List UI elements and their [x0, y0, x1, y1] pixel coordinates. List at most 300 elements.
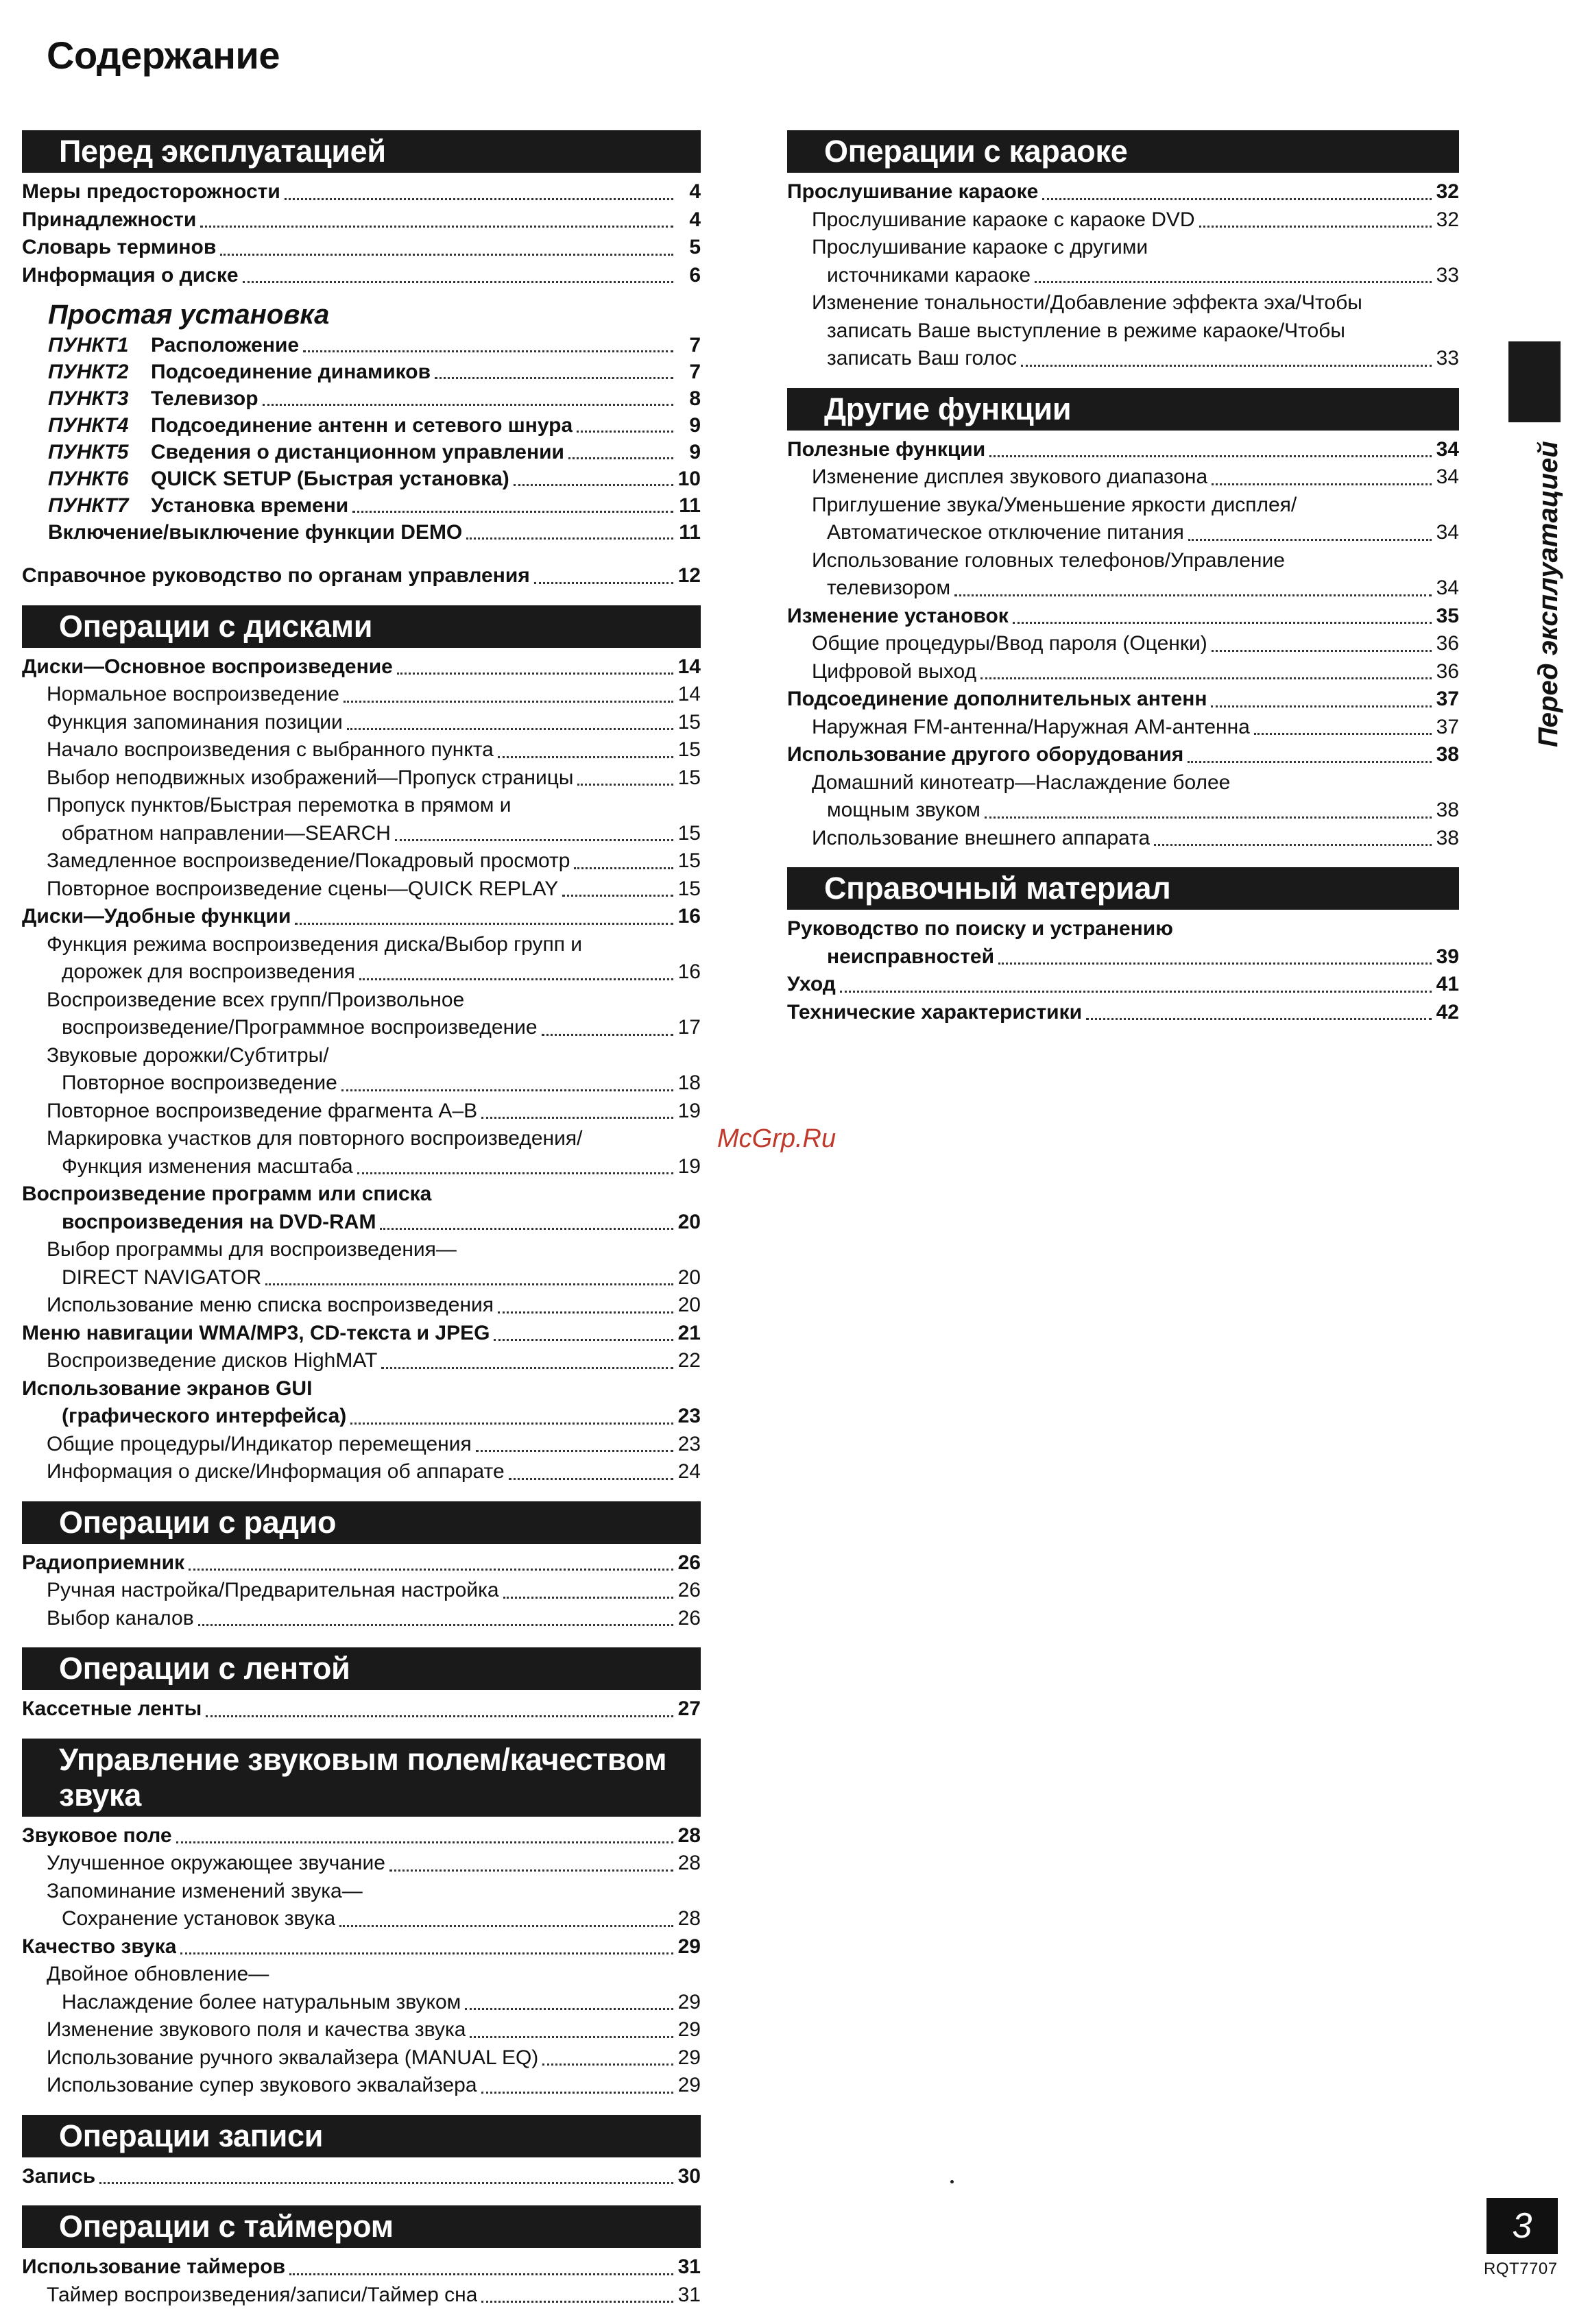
dot-leader — [954, 594, 1432, 596]
toc-entry-text: Справочное руководство по органам управления — [22, 564, 530, 587]
toc-entry-text: Улучшенное окружающее звучание — [47, 1852, 385, 1874]
section-radio-ops — [22, 1501, 701, 1633]
toc-entry[interactable] — [787, 178, 1459, 206]
toc-subentry[interactable] — [22, 1850, 701, 1878]
toc-entry[interactable] — [787, 686, 1459, 714]
toc-entry-text: Наслаждение более натуральным звуком — [62, 1990, 461, 2013]
toc-subentry[interactable] — [787, 574, 1459, 603]
toc-entry-page: 32 — [1436, 208, 1459, 231]
dot-leader — [176, 1841, 673, 1843]
toc-entry-text: Кассетные ленты — [22, 1697, 202, 1720]
toc-entry-text: Ручная настройка/Предварительная настройка — [47, 1579, 499, 1601]
step-text: Подсоединение антенн и сетевого шнура — [151, 414, 573, 437]
toc-entry[interactable] — [22, 1209, 701, 1237]
toc-entry-text: Прослушивание караоке с караоке DVD — [812, 208, 1195, 231]
dot-leader — [1199, 226, 1432, 228]
toc-entry[interactable] — [22, 206, 701, 234]
toc-entry-page: 29 — [677, 2074, 701, 2096]
dot-leader — [494, 1339, 673, 1341]
step-id: ПУНКТ4 — [48, 414, 129, 437]
toc-entry-text: Выбор каналов — [47, 1606, 194, 1630]
toc-entry-page: 12 — [677, 564, 701, 587]
section-disc-ops — [22, 605, 701, 1486]
toc-entry-text: Начало воспроизведения с выбранного пункта — [47, 738, 494, 761]
toc-entry-page: 29 — [677, 1935, 701, 1958]
setup-step[interactable] — [22, 332, 701, 359]
section-tape-ops — [22, 1647, 701, 1723]
toc-entry-page: 19 — [677, 1099, 701, 1122]
section-header: Справочный материал — [787, 867, 1459, 910]
dot-leader — [998, 963, 1432, 965]
dot-leader — [1212, 483, 1432, 485]
toc-entry[interactable] — [22, 2253, 701, 2281]
setup-step[interactable] — [22, 412, 701, 439]
toc-subentry[interactable] — [22, 1458, 701, 1486]
demo-page: 11 — [679, 521, 701, 544]
dot-leader — [481, 2301, 673, 2303]
dot-leader — [1254, 733, 1432, 735]
dot-leader — [303, 350, 673, 352]
toc-entry-text: Воспроизведение дисков HighMAT — [47, 1349, 378, 1372]
toc-entry-text: Автоматическое отключение питания — [827, 521, 1184, 544]
toc-entry-text: Общие процедуры/Индикатор перемещения — [47, 1432, 472, 1455]
toc-subentry[interactable] — [787, 825, 1459, 853]
toc-left-column — [22, 130, 701, 2324]
toc-entry-text: Словарь терминов — [22, 236, 217, 258]
dot-leader — [481, 2092, 673, 2094]
toc-entry-page: 15 — [677, 710, 701, 734]
section-before-use — [22, 130, 701, 590]
toc-entry[interactable] — [22, 178, 701, 206]
setup-step[interactable] — [22, 359, 701, 385]
toc-entry-page: 26 — [677, 1551, 701, 1574]
dot-leader — [568, 457, 673, 459]
dot-leader — [574, 867, 673, 869]
demo-entry[interactable] — [22, 519, 701, 546]
page-number: 3 — [1486, 2198, 1558, 2254]
dot-leader — [198, 1624, 673, 1626]
toc-subentry-line: записать Ваше выступление в режиме караоке/Чтобы — [827, 319, 1345, 342]
dot-leader — [1013, 622, 1432, 624]
dot-leader — [1042, 198, 1432, 200]
toc-entry-text: Функция изменения масштаба — [62, 1154, 353, 1178]
step-id: ПУНКТ1 — [48, 334, 129, 356]
dot-leader — [985, 816, 1432, 819]
setup-step[interactable] — [22, 385, 701, 412]
print-speck — [950, 2180, 954, 2183]
dot-leader — [263, 404, 673, 406]
toc-subentry[interactable] — [787, 658, 1459, 686]
dot-leader — [481, 1117, 673, 1119]
toc-entry-page: 29 — [677, 2046, 701, 2069]
dot-leader — [289, 2273, 673, 2275]
toc-entry[interactable] — [22, 1695, 701, 1723]
dot-leader — [1021, 365, 1432, 367]
toc-entry-text: дорожек для воспроизведения — [62, 960, 355, 983]
toc-subentry[interactable] — [787, 630, 1459, 658]
toc-entry-page: 15 — [677, 877, 701, 900]
toc-entry[interactable] — [22, 1933, 701, 1961]
toc-entry-page: 28 — [677, 1907, 701, 1930]
toc-subentry[interactable] — [22, 2281, 701, 2310]
toc-subentry-line: Пропуск пунктов/Быстрая перемотка в прямом и — [47, 794, 511, 816]
toc-entry-text: источниками караоке — [827, 263, 1031, 287]
toc-entry-text: телевизором — [827, 577, 951, 599]
toc-entry-text: Качество звука — [22, 1935, 177, 1958]
toc-subentry[interactable] — [22, 2044, 701, 2072]
toc-entry-text: Функция запоминания позиции — [47, 710, 343, 734]
toc-subentry[interactable] — [22, 2072, 701, 2100]
toc-entry-text: Использование супер звукового эквалайзера — [47, 2074, 477, 2096]
toc-entry[interactable] — [787, 741, 1459, 769]
toc-entry-text: Использование таймеров — [22, 2255, 286, 2278]
step-id: ПУНКТ7 — [48, 494, 129, 517]
section-header: Операции с лентой — [22, 1647, 701, 1690]
dot-leader — [534, 582, 673, 584]
step-text: Подсоединение динамиков — [151, 361, 431, 383]
toc-subentry[interactable] — [22, 1264, 701, 1292]
toc-entry-page: 30 — [677, 2164, 701, 2188]
toc-entry-text: Прослушивание караоке — [787, 180, 1039, 203]
toc-entry-page: 22 — [677, 1349, 701, 1372]
dot-leader — [220, 254, 673, 256]
toc-entry-text: Изменение дисплея звукового диапазона — [812, 465, 1208, 488]
section-header-line: звука — [59, 1777, 141, 1813]
toc-entry-text: Использование другого оборудования — [787, 743, 1184, 766]
section-header — [22, 1739, 701, 1817]
toc-subentry[interactable] — [787, 345, 1459, 373]
toc-entry-text: Таймер воспроизведения/записи/Таймер сна — [47, 2283, 478, 2306]
toc-entry-page: 33 — [1436, 347, 1459, 370]
toc-entry-line: Руководство по поиску и устранению — [787, 917, 1173, 940]
toc-entry-page: 23 — [677, 1405, 701, 1427]
toc-subentry[interactable] — [787, 797, 1459, 825]
toc-entry[interactable] — [787, 603, 1459, 631]
step-text: Телевизор — [151, 387, 258, 410]
toc-entry[interactable] — [22, 653, 701, 681]
toc-subentry[interactable] — [22, 764, 701, 792]
toc-entry[interactable] — [22, 262, 701, 290]
toc-subentry[interactable] — [22, 820, 701, 848]
toc-subentry-line: Запоминание изменений звука— — [47, 1879, 363, 1902]
toc-subentry[interactable] — [22, 1098, 701, 1126]
section-header-line: Управление звуковым полем/качеством — [59, 1741, 667, 1777]
dot-leader — [503, 1597, 673, 1599]
toc-entry-page: 34 — [1436, 577, 1459, 599]
toc-entry-page: 26 — [677, 1579, 701, 1601]
toc-subentry[interactable] — [22, 958, 701, 987]
toc-entry-text: Сохранение установок звука — [62, 1907, 336, 1930]
dot-leader — [509, 1478, 673, 1480]
toc-entry-page: 38 — [1436, 799, 1459, 821]
toc-entry-page: 4 — [689, 208, 701, 231]
toc-entry-text: Технические характеристики — [787, 1000, 1083, 1024]
toc-subentry[interactable] — [787, 206, 1459, 234]
toc-entry-page: 15 — [677, 766, 701, 789]
toc-entry-text: Использование внешнего аппарата — [812, 826, 1151, 849]
dot-leader — [562, 895, 673, 897]
section-header: Операции записи — [22, 2115, 701, 2157]
dot-leader — [352, 511, 673, 513]
section-header: Перед эксплуатацией — [22, 130, 701, 173]
toc-entry-page: 31 — [677, 2283, 701, 2306]
toc-entry-text: Звуковое поле — [22, 1824, 172, 1847]
toc-entry[interactable] — [22, 1320, 701, 1348]
toc-entry-page: 37 — [1436, 715, 1459, 738]
toc-entry-text: Уход — [787, 973, 836, 995]
toc-entry-page: 15 — [677, 738, 701, 761]
toc-entry-page: 37 — [1436, 688, 1459, 710]
toc-entry[interactable] — [22, 1822, 701, 1850]
dot-leader — [577, 784, 673, 786]
toc-entry-text: Изменение установок — [787, 604, 1009, 627]
toc-subentry-line: Изменение тональности/Добавление эффекта эха/Чтобы — [812, 291, 1362, 314]
section-header: Операции с дисками — [22, 605, 701, 648]
toc-entry-text: Меню навигации WMA/MP3, CD-текста и JPEG — [22, 1321, 490, 1344]
dot-leader — [395, 839, 673, 841]
toc-entry-text: Повторное воспроизведение фрагмента A–B — [47, 1099, 478, 1122]
toc-subentry-line: Приглушение звука/Уменьшение яркости дисплея/ — [812, 493, 1297, 516]
toc-entry-line: Воспроизведение программ или списка — [22, 1183, 432, 1205]
toc-entry-page: 20 — [677, 1294, 701, 1316]
toc-subentry[interactable] — [22, 2016, 701, 2044]
toc-subentry[interactable] — [787, 519, 1459, 547]
toc-entry-page: 18 — [677, 1072, 701, 1094]
dot-leader — [476, 1450, 673, 1452]
toc-entry-text: мощным звуком — [827, 799, 980, 821]
toc-subentry[interactable] — [22, 1989, 701, 2017]
toc-entry[interactable] — [787, 999, 1459, 1027]
step-text: Установка времени — [151, 494, 349, 517]
dot-leader — [542, 2063, 673, 2066]
toc-entry-page: 14 — [677, 683, 701, 705]
dot-leader — [840, 991, 1432, 993]
toc-entry-page: 28 — [677, 1852, 701, 1874]
toc-entry-page: 34 — [1436, 437, 1459, 461]
dot-leader — [1086, 1018, 1432, 1020]
toc-subentry[interactable] — [22, 1069, 701, 1098]
toc-entry[interactable] — [22, 903, 701, 931]
dot-leader — [180, 1952, 673, 1954]
dot-leader — [1212, 650, 1432, 652]
toc-entry-text: DIRECT NAVIGATOR — [62, 1266, 262, 1289]
toc-subentry-line: Звуковые дорожки/Субтитры/ — [47, 1043, 329, 1067]
toc-entry-page: 28 — [677, 1824, 701, 1847]
toc-entry[interactable] — [22, 234, 701, 262]
toc-entry-page: 14 — [677, 655, 701, 678]
toc-entry-text: Диски—Удобные функции — [22, 905, 291, 928]
toc-entry-page: 24 — [677, 1460, 701, 1483]
step-page: 9 — [689, 414, 701, 437]
section-reference-material — [787, 867, 1459, 1026]
toc-entry-page: 20 — [677, 1266, 701, 1289]
toc-entry-text: Диски—Основное воспроизведение — [22, 655, 393, 678]
simple-setup-heading: Простая установка — [48, 300, 330, 330]
step-page: 7 — [689, 361, 701, 383]
dot-leader — [514, 484, 673, 486]
toc-entry-text: Использование ручного эквалайзера (MANUAL EQ) — [47, 2046, 539, 2069]
toc-entry-page: 29 — [677, 1990, 701, 2013]
section-header: Операции с караоке — [787, 130, 1459, 173]
step-page: 8 — [689, 387, 701, 410]
toc-subentry[interactable] — [787, 262, 1459, 290]
dot-leader — [357, 1172, 673, 1174]
toc-entry-page: 15 — [677, 821, 701, 845]
toc-entry-page: 34 — [1436, 521, 1459, 544]
toc-entry-text: Общие процедуры/Ввод пароля (Оценки) — [812, 632, 1207, 655]
toc-entry[interactable] — [787, 971, 1459, 999]
section-timer-ops — [22, 2205, 701, 2309]
toc-entry-page: 4 — [689, 180, 701, 203]
dot-leader — [200, 226, 673, 228]
dot-leader — [435, 377, 673, 379]
setup-step[interactable] — [22, 439, 701, 465]
dot-leader — [466, 537, 673, 540]
side-label-text: Перед эксплуатацией — [1533, 441, 1563, 747]
dot-leader — [189, 1569, 673, 1571]
toc-entry-page: 42 — [1436, 1000, 1459, 1024]
dot-leader — [295, 923, 673, 925]
toc-entry[interactable] — [787, 943, 1459, 971]
dot-leader — [359, 978, 673, 980]
toc-entry[interactable] — [22, 562, 701, 590]
toc-entry-text: Нормальное воспроизведение — [47, 683, 339, 705]
dot-leader — [542, 1034, 673, 1036]
toc-entry-text: Замедленное воспроизведение/Покадровый просмотр — [47, 849, 570, 872]
toc-entry-page: 34 — [1436, 465, 1459, 488]
step-page: 11 — [679, 494, 701, 517]
toc-entry-page: 16 — [677, 960, 701, 983]
step-text: Расположение — [151, 334, 300, 356]
toc-entry-text: Использование меню списка воспроизведения — [47, 1294, 494, 1316]
toc-entry-page: 23 — [677, 1432, 701, 1455]
toc-entry-text: записать Ваш голос — [827, 347, 1018, 370]
toc-entry-text: Изменение звукового поля и качества звука — [47, 2018, 466, 2041]
toc-subentry-line: Выбор программы для воспроизведения— — [47, 1238, 457, 1261]
toc-entry-page: 38 — [1436, 743, 1459, 766]
dot-leader — [577, 431, 673, 433]
toc-entry-text: Наружная FM-антенна/Наружная AM-антенна — [812, 715, 1250, 738]
section-header: Операции с радио — [22, 1501, 701, 1544]
setup-step[interactable] — [22, 465, 701, 492]
section-sound-ops — [22, 1739, 701, 2100]
toc-entry-page: 20 — [677, 1210, 701, 1233]
section-header: Другие функции — [787, 388, 1459, 431]
toc-subentry-line: Прослушивание караоке с другими — [812, 236, 1148, 258]
toc-entry-page: 26 — [677, 1606, 701, 1630]
step-id: ПУНКТ6 — [48, 468, 129, 490]
dot-leader — [339, 1925, 673, 1927]
toc-subentry[interactable] — [787, 714, 1459, 742]
toc-entry-page: 32 — [1436, 180, 1459, 203]
dot-leader — [341, 1089, 673, 1091]
dot-leader — [1188, 539, 1432, 541]
toc-entry-page: 29 — [677, 2018, 701, 2041]
step-id: ПУНКТ3 — [48, 387, 129, 410]
toc-subentry-line: Двойное обновление— — [47, 1963, 269, 1985]
toc-entry[interactable] — [22, 1403, 701, 1431]
dot-leader — [470, 2036, 673, 2038]
toc-entry-page: 27 — [677, 1697, 701, 1720]
toc-entry-text: Радиоприемник — [22, 1551, 185, 1574]
toc-subentry[interactable] — [22, 709, 701, 737]
toc-entry-text: Повторное воспроизведение сцены—QUICK REPLAY — [47, 877, 559, 900]
dot-leader — [1188, 761, 1432, 763]
toc-subentry-line: Маркировка участков для повторного воспроизведения/ — [47, 1127, 583, 1150]
step-page: 10 — [677, 468, 701, 490]
toc-entry-page: 15 — [677, 849, 701, 872]
toc-subentry[interactable] — [22, 1153, 701, 1181]
section-header: Операции с таймером — [22, 2205, 701, 2248]
dot-leader — [465, 2008, 673, 2010]
dot-leader — [243, 281, 673, 283]
toc-subentry[interactable] — [22, 1014, 701, 1042]
toc-entry-page: 6 — [689, 263, 701, 287]
toc-entry-page: 38 — [1436, 826, 1459, 849]
setup-step[interactable] — [22, 492, 701, 519]
watermark: McGrp.Ru — [717, 1124, 836, 1153]
step-text: QUICK SETUP (Быстрая установка) — [151, 468, 509, 490]
toc-subentry[interactable] — [22, 1347, 701, 1375]
toc-entry-page: 36 — [1436, 632, 1459, 655]
toc-subentry[interactable] — [22, 736, 701, 764]
dot-leader — [380, 1228, 673, 1230]
toc-subentry[interactable] — [22, 1905, 701, 1933]
toc-entry-page: 19 — [677, 1154, 701, 1178]
toc-subentry[interactable] — [22, 1292, 701, 1320]
toc-subentry[interactable] — [22, 681, 701, 709]
toc-subentry-line: Домашний кинотеатр—Наслаждение более — [812, 771, 1231, 794]
toc-subentry[interactable] — [787, 463, 1459, 492]
spacer — [22, 546, 701, 562]
toc-subentry[interactable] — [22, 847, 701, 875]
side-tab-marker — [1508, 341, 1561, 422]
toc-entry-page: 31 — [677, 2255, 701, 2278]
toc-entry-page: 16 — [677, 905, 701, 928]
step-text: Сведения о дистанционном управлении — [151, 441, 564, 463]
toc-subentry-line: Использование головных телефонов/Управление — [812, 548, 1285, 572]
toc-entry-page: 5 — [689, 236, 701, 258]
toc-entry-text: Повторное воспроизведение — [62, 1072, 337, 1094]
section-other-functions — [787, 388, 1459, 853]
toc-entry[interactable] — [22, 1549, 701, 1577]
step-id: ПУНКТ5 — [48, 441, 129, 463]
toc-subentry-line: Функция режима воспроизведения диска/Выбор групп и — [47, 932, 583, 956]
dot-leader — [980, 677, 1432, 679]
dot-leader — [285, 198, 673, 200]
toc-entry-text: Информация о диске/Информация об аппарате — [47, 1460, 505, 1483]
step-page: 7 — [689, 334, 701, 356]
toc-subentry[interactable] — [22, 1605, 701, 1633]
dot-leader — [381, 1367, 673, 1369]
toc-entry[interactable] — [22, 2163, 701, 2191]
toc-entry-text: воспроизведения на DVD-RAM — [62, 1210, 376, 1233]
step-id: ПУНКТ2 — [48, 361, 129, 383]
toc-entry[interactable] — [787, 436, 1459, 464]
toc-entry-page: 39 — [1436, 945, 1459, 968]
toc-subentry[interactable] — [22, 1431, 701, 1459]
toc-entry-page: 33 — [1436, 263, 1459, 287]
document-code: RQT7707 — [1484, 2260, 1558, 2278]
toc-subentry[interactable] — [22, 875, 701, 904]
toc-entry-line: Использование экранов GUI — [22, 1377, 313, 1400]
section-karaoke-ops — [787, 130, 1459, 373]
dot-leader — [99, 2182, 673, 2184]
dot-leader — [498, 756, 673, 758]
toc-subentry[interactable] — [22, 1577, 701, 1605]
dot-leader — [389, 1869, 673, 1872]
toc-entry-text: (графического интерфейса) — [62, 1405, 347, 1427]
